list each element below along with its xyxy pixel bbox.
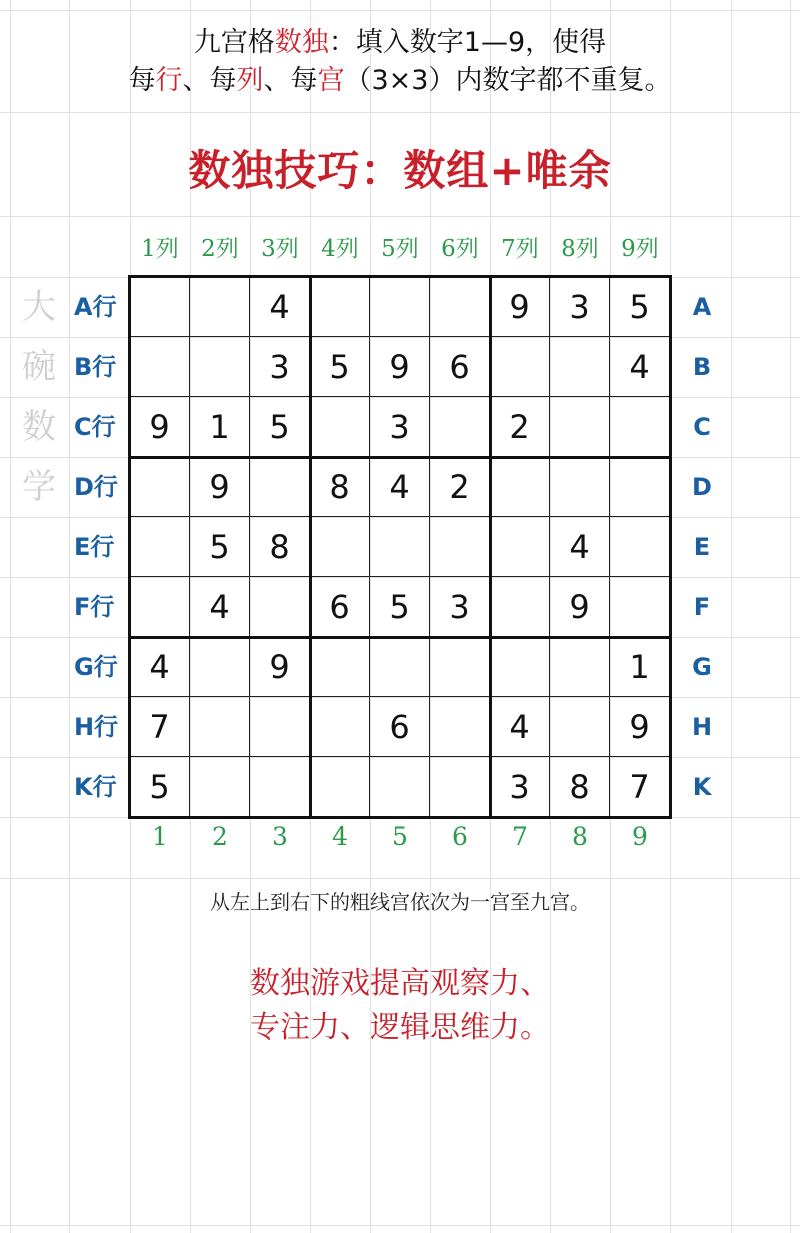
grid-line-horizontal bbox=[0, 1225, 800, 1226]
sudoku-cell[interactable] bbox=[610, 397, 670, 457]
sudoku-cell[interactable] bbox=[430, 517, 490, 577]
row-label: C行 bbox=[74, 413, 116, 441]
grid-line-vertical bbox=[790, 0, 791, 1233]
sudoku-cell[interactable] bbox=[610, 457, 670, 517]
sudoku-cell[interactable] bbox=[190, 637, 250, 697]
sudoku-cell[interactable] bbox=[250, 757, 310, 817]
sudoku-board bbox=[130, 277, 670, 817]
sudoku-cell[interactable]: 3 bbox=[370, 397, 430, 457]
sudoku-cell[interactable]: 6 bbox=[430, 337, 490, 397]
sudoku-cell[interactable]: 3 bbox=[550, 277, 610, 337]
sudoku-cell[interactable] bbox=[550, 637, 610, 697]
sudoku-cell[interactable]: 8 bbox=[250, 517, 310, 577]
sudoku-cell[interactable]: 9 bbox=[370, 337, 430, 397]
row-label-right: E bbox=[693, 533, 711, 561]
brand-character: 碗 bbox=[22, 347, 56, 387]
row-label-right: H bbox=[691, 713, 713, 741]
intro-line-1: 九宫格数独：填入数字1—9，使得 bbox=[193, 27, 607, 58]
grid-line-horizontal bbox=[0, 112, 800, 113]
sudoku-cell[interactable]: 4 bbox=[370, 457, 430, 517]
brand-character: 学 bbox=[22, 467, 56, 507]
grid-line-horizontal bbox=[0, 10, 800, 11]
sudoku-cell[interactable] bbox=[550, 457, 610, 517]
sudoku-cell[interactable]: 1 bbox=[610, 637, 670, 697]
sudoku-cell[interactable] bbox=[130, 337, 190, 397]
sudoku-cell[interactable] bbox=[310, 757, 370, 817]
sudoku-cell[interactable] bbox=[130, 577, 190, 637]
box-divider-vertical bbox=[309, 277, 312, 817]
sudoku-cell[interactable] bbox=[130, 517, 190, 577]
sudoku-cell[interactable] bbox=[430, 637, 490, 697]
row-label-right: B bbox=[692, 353, 712, 381]
column-footer: 5 bbox=[392, 822, 408, 851]
column-header: 9列 bbox=[621, 236, 659, 262]
sudoku-cell[interactable]: 6 bbox=[370, 697, 430, 757]
sudoku-cell[interactable]: 4 bbox=[190, 577, 250, 637]
row-label-right: C bbox=[693, 413, 711, 441]
sudoku-cell[interactable] bbox=[490, 517, 550, 577]
column-footer: 4 bbox=[332, 822, 348, 851]
sudoku-cell[interactable]: 5 bbox=[250, 397, 310, 457]
sudoku-cell[interactable] bbox=[550, 397, 610, 457]
column-header: 2列 bbox=[201, 236, 239, 262]
sudoku-cell[interactable] bbox=[190, 337, 250, 397]
sudoku-cell[interactable] bbox=[250, 577, 310, 637]
sudoku-cell[interactable]: 9 bbox=[250, 637, 310, 697]
column-footer: 7 bbox=[512, 822, 528, 851]
sudoku-cell[interactable]: 4 bbox=[550, 517, 610, 577]
column-header: 6列 bbox=[441, 236, 479, 262]
sudoku-cell[interactable] bbox=[250, 697, 310, 757]
column-footer: 3 bbox=[272, 822, 288, 851]
sudoku-cell[interactable] bbox=[130, 457, 190, 517]
grid-line-horizontal bbox=[0, 878, 800, 879]
row-label-right: G bbox=[692, 653, 712, 681]
sudoku-cell[interactable] bbox=[310, 397, 370, 457]
sudoku-cell[interactable]: 3 bbox=[250, 337, 310, 397]
slogan-line-1: 数独游戏提高观察力、 bbox=[250, 966, 550, 1001]
sudoku-cell[interactable]: 1 bbox=[190, 397, 250, 457]
sudoku-cell[interactable]: 4 bbox=[610, 337, 670, 397]
row-label: B行 bbox=[74, 353, 117, 381]
sudoku-cell[interactable]: 5 bbox=[130, 757, 190, 817]
slogan-line-2: 专注力、逻辑思维力。 bbox=[250, 1010, 550, 1045]
sudoku-cell[interactable]: 5 bbox=[310, 337, 370, 397]
grid-line-horizontal bbox=[0, 817, 800, 818]
grid-line-vertical bbox=[10, 0, 11, 1233]
sudoku-cell[interactable] bbox=[310, 637, 370, 697]
sudoku-cell[interactable] bbox=[430, 757, 490, 817]
sudoku-cell[interactable] bbox=[430, 397, 490, 457]
column-header: 4列 bbox=[321, 236, 359, 262]
sudoku-cell[interactable] bbox=[490, 577, 550, 637]
sudoku-cell[interactable] bbox=[310, 517, 370, 577]
sudoku-cell[interactable]: 7 bbox=[610, 757, 670, 817]
brand-character: 数 bbox=[22, 407, 56, 447]
sudoku-cell[interactable]: 8 bbox=[310, 457, 370, 517]
sudoku-cell[interactable] bbox=[370, 517, 430, 577]
box-divider-vertical bbox=[489, 277, 492, 817]
sudoku-cell[interactable] bbox=[550, 337, 610, 397]
sudoku-cell[interactable]: 5 bbox=[370, 577, 430, 637]
box-order-note: 从左上到右下的粗线宫依次为一宫至九宫。 bbox=[210, 890, 590, 914]
column-header: 3列 bbox=[261, 236, 299, 262]
sudoku-cell[interactable]: 2 bbox=[430, 457, 490, 517]
sudoku-cell[interactable] bbox=[310, 277, 370, 337]
sudoku-cell[interactable] bbox=[310, 697, 370, 757]
sudoku-cell[interactable]: 9 bbox=[550, 577, 610, 637]
row-label: K行 bbox=[74, 773, 117, 801]
sudoku-cell[interactable]: 3 bbox=[430, 577, 490, 637]
sudoku-cell[interactable]: 5 bbox=[610, 277, 670, 337]
sudoku-cell[interactable] bbox=[370, 277, 430, 337]
row-label-right: K bbox=[692, 773, 712, 801]
sudoku-cell[interactable] bbox=[430, 697, 490, 757]
sudoku-cell[interactable]: 7 bbox=[130, 697, 190, 757]
column-footer: 9 bbox=[632, 822, 648, 851]
sudoku-cell[interactable]: 9 bbox=[130, 397, 190, 457]
column-header: 8列 bbox=[561, 236, 599, 262]
sudoku-cell[interactable]: 6 bbox=[310, 577, 370, 637]
column-header: 1列 bbox=[141, 236, 179, 262]
row-label: G行 bbox=[74, 653, 118, 681]
sudoku-cell[interactable] bbox=[490, 337, 550, 397]
sudoku-cell[interactable] bbox=[130, 277, 190, 337]
row-label: D行 bbox=[74, 473, 118, 501]
sudoku-cell[interactable] bbox=[490, 457, 550, 517]
row-label-right: D bbox=[692, 473, 712, 501]
sudoku-cell[interactable] bbox=[550, 697, 610, 757]
column-header: 7列 bbox=[501, 236, 539, 262]
page-title: 数独技巧：数组+唯余 bbox=[188, 146, 612, 195]
sudoku-cell[interactable]: 4 bbox=[250, 277, 310, 337]
box-divider-horizontal bbox=[130, 636, 670, 639]
row-label-right: A bbox=[692, 293, 712, 321]
grid-line-horizontal bbox=[0, 216, 800, 217]
sudoku-cell[interactable] bbox=[190, 697, 250, 757]
row-label-right: F bbox=[693, 593, 711, 621]
column-footer: 6 bbox=[452, 822, 468, 851]
sudoku-cell[interactable]: 2 bbox=[490, 397, 550, 457]
sudoku-cell[interactable]: 3 bbox=[490, 757, 550, 817]
row-label: F行 bbox=[74, 593, 115, 621]
row-label: E行 bbox=[74, 533, 115, 561]
box-divider-horizontal bbox=[130, 456, 670, 459]
column-header: 5列 bbox=[381, 236, 419, 262]
column-footer: 8 bbox=[572, 822, 588, 851]
sudoku-cell[interactable] bbox=[370, 637, 430, 697]
sudoku-cell[interactable]: 9 bbox=[190, 457, 250, 517]
column-footer: 1 bbox=[152, 822, 168, 851]
sudoku-cell[interactable]: 9 bbox=[490, 277, 550, 337]
sudoku-cell[interactable]: 8 bbox=[550, 757, 610, 817]
sudoku-cell[interactable]: 4 bbox=[490, 697, 550, 757]
slogan bbox=[70, 962, 730, 1050]
sudoku-cell[interactable]: 9 bbox=[610, 697, 670, 757]
row-label: H行 bbox=[74, 713, 119, 741]
sudoku-cell[interactable] bbox=[610, 517, 670, 577]
sudoku-cell[interactable] bbox=[370, 757, 430, 817]
sudoku-cell[interactable] bbox=[250, 457, 310, 517]
brand-character: 大 bbox=[22, 287, 56, 327]
sudoku-cell[interactable]: 5 bbox=[190, 517, 250, 577]
sudoku-cell[interactable] bbox=[490, 637, 550, 697]
sudoku-cell[interactable] bbox=[190, 757, 250, 817]
intro-line-2: 每行、每列、每宫（3×3）内数字都不重复。 bbox=[128, 65, 672, 96]
sudoku-cell[interactable]: 4 bbox=[130, 637, 190, 697]
sudoku-cell[interactable] bbox=[610, 577, 670, 637]
column-footer: 2 bbox=[212, 822, 228, 851]
sudoku-cell[interactable] bbox=[430, 277, 490, 337]
row-label: A行 bbox=[74, 293, 117, 321]
intro-text bbox=[70, 24, 730, 100]
sudoku-cell[interactable] bbox=[190, 277, 250, 337]
